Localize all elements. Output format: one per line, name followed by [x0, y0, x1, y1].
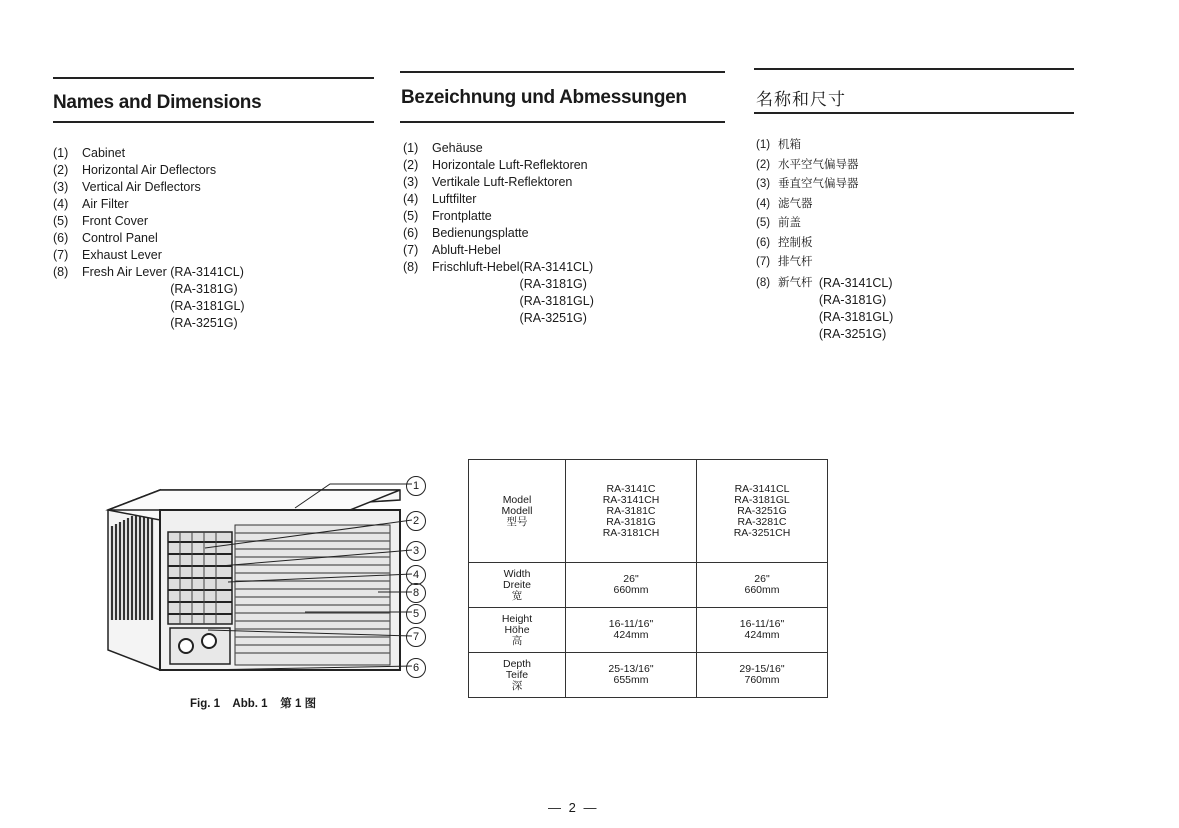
- item-label: Vertikale Luft-Reflektoren: [432, 175, 573, 189]
- table-row: [469, 608, 828, 653]
- item-number: (2): [403, 158, 419, 172]
- list-item: [403, 225, 594, 242]
- item-label: Horizontale Luft-Reflektoren: [432, 158, 588, 172]
- list-item: [53, 145, 245, 162]
- callout-badge: 1: [406, 476, 426, 496]
- item-label: 前盖: [778, 217, 801, 229]
- list-item: [756, 214, 893, 234]
- section-title-german: Bezeichnung und Abmessungen: [401, 87, 687, 108]
- list-item: [53, 179, 245, 196]
- callout-badge: 6: [406, 658, 426, 678]
- table-cell: 26" 660mm: [697, 563, 828, 608]
- list-item: [756, 234, 893, 254]
- item-model-list: (RA-3141CL) (RA-3181G) (RA-3181GL) (RA-3251G): [818, 275, 894, 341]
- item-number: (7): [756, 256, 771, 268]
- item-label: Abluft-Hebel: [432, 243, 501, 257]
- list-item: [756, 195, 893, 215]
- col3-bottom-rule: [754, 112, 1074, 114]
- page-number: — 2 —: [548, 800, 599, 815]
- item-number: (5): [403, 209, 419, 223]
- item-number: (6): [403, 226, 419, 240]
- col3-top-rule: [754, 68, 1074, 70]
- list-item: [403, 157, 594, 174]
- item-number: (1): [53, 146, 69, 160]
- table-cell-label: Width Dreite 宽: [469, 563, 566, 608]
- table-cell: RA-3141C RA-3141CH RA-3181C RA-3181G RA-3181CH: [566, 460, 697, 563]
- item-number: (8): [53, 265, 69, 279]
- control-panel: [170, 628, 230, 664]
- item-model-list: (RA-3141CL) (RA-3181G) (RA-3181GL) (RA-3251G): [170, 265, 245, 330]
- item-number: (3): [756, 178, 771, 190]
- table-cell: 16-11/16" 424mm: [566, 608, 697, 653]
- parts-list-chinese: [756, 136, 893, 343]
- list-item: [403, 242, 594, 259]
- item-label: Luftfilter: [432, 192, 477, 206]
- figure-caption: Fig. 1 Abb. 1 第 1 图: [190, 698, 317, 710]
- item-number: (1): [403, 141, 419, 155]
- parts-list-english: [53, 145, 245, 332]
- item-label: 滤气器: [778, 197, 813, 210]
- item-number: (5): [53, 214, 69, 228]
- item-label: 水平空气偏导器: [778, 158, 859, 171]
- item-number: (5): [756, 217, 771, 229]
- item-number: (7): [53, 248, 69, 262]
- item-number: (7): [403, 243, 419, 257]
- parts-list-german: [403, 140, 594, 327]
- item-number: (3): [53, 180, 69, 194]
- table-row: [469, 563, 828, 608]
- item-label: Control Panel: [82, 231, 158, 245]
- col1-top-rule: [53, 77, 374, 79]
- col2-bottom-rule: [400, 121, 725, 123]
- list-item: [756, 156, 893, 176]
- front-grille: [235, 525, 390, 665]
- table-cell: 26" 660mm: [566, 563, 697, 608]
- list-item: [756, 253, 893, 273]
- item-label: 新气杆: [778, 276, 813, 289]
- list-item: [53, 196, 245, 213]
- table-cell-label: Model Modell 型号: [469, 460, 566, 563]
- callout-badge: 4: [406, 565, 426, 585]
- list-item: [53, 247, 245, 264]
- item-label: Frontplatte: [432, 209, 492, 223]
- item-label: Air Filter: [82, 197, 129, 211]
- item-number: (4): [53, 197, 69, 211]
- item-number: (3): [403, 175, 419, 189]
- item-label: Front Cover: [82, 214, 148, 228]
- item-number: (4): [403, 192, 419, 206]
- item-number: (4): [756, 197, 771, 210]
- list-item: [403, 191, 594, 208]
- callout-badge: 3: [406, 541, 426, 561]
- table-cell-label: Height Höhe 高: [469, 608, 566, 653]
- list-item: [53, 264, 245, 332]
- item-number: (8): [756, 276, 771, 289]
- table-cell: 16-11/16" 424mm: [697, 608, 828, 653]
- item-label: 机箱: [778, 139, 801, 151]
- table-cell: 29-15/16" 760mm: [697, 653, 828, 698]
- callout-badge: 7: [406, 627, 426, 647]
- item-number: (1): [756, 139, 771, 151]
- list-item: [756, 136, 893, 156]
- list-item: [756, 275, 893, 343]
- item-label: Exhaust Lever: [82, 248, 162, 262]
- col1-bottom-rule: [53, 121, 374, 123]
- table-cell-label: Depth Teife 深: [469, 653, 566, 698]
- col2-top-rule: [400, 71, 725, 73]
- table-cell: 25-13/16" 655mm: [566, 653, 697, 698]
- item-label: Gehäuse: [432, 141, 483, 155]
- item-label: Vertical Air Deflectors: [82, 180, 201, 194]
- item-label: Fresh Air Lever: [82, 265, 167, 279]
- list-item: [53, 213, 245, 230]
- item-label: 垂直空气偏导器: [778, 178, 859, 190]
- list-item: [403, 259, 594, 327]
- list-item: [756, 175, 893, 195]
- list-item: [403, 208, 594, 225]
- dimensions-table: [468, 459, 828, 698]
- callout-list: [406, 476, 432, 686]
- item-label: Horizontal Air Deflectors: [82, 163, 217, 177]
- section-title-english: Names and Dimensions: [53, 92, 262, 113]
- item-label: Frischluft-Hebel: [432, 260, 520, 274]
- list-item: [403, 140, 594, 157]
- item-number: (6): [756, 236, 771, 249]
- section-title-chinese: 名称和尺寸: [756, 90, 846, 109]
- item-label: 排气杆: [778, 256, 813, 268]
- item-number: (2): [53, 163, 69, 177]
- callout-badge: 8: [406, 583, 426, 603]
- list-item: [53, 162, 245, 179]
- item-label: 控制板: [778, 236, 813, 249]
- item-number: (2): [756, 158, 771, 171]
- table-row: [469, 653, 828, 698]
- item-label: Bedienungsplatte: [432, 226, 529, 240]
- callout-badge: 5: [406, 604, 426, 624]
- list-item: [53, 230, 245, 247]
- table-row: [469, 460, 828, 563]
- item-label: Cabinet: [82, 146, 126, 160]
- table-cell: RA-3141CL RA-3181GL RA-3251G RA-3281C RA-3251CH: [697, 460, 828, 563]
- list-item: [403, 174, 594, 191]
- item-number: (8): [403, 260, 419, 274]
- item-number: (6): [53, 231, 69, 245]
- callout-badge: 2: [406, 511, 426, 531]
- item-model-list: (RA-3141CL) (RA-3181G) (RA-3181GL) (RA-3251G): [519, 260, 594, 325]
